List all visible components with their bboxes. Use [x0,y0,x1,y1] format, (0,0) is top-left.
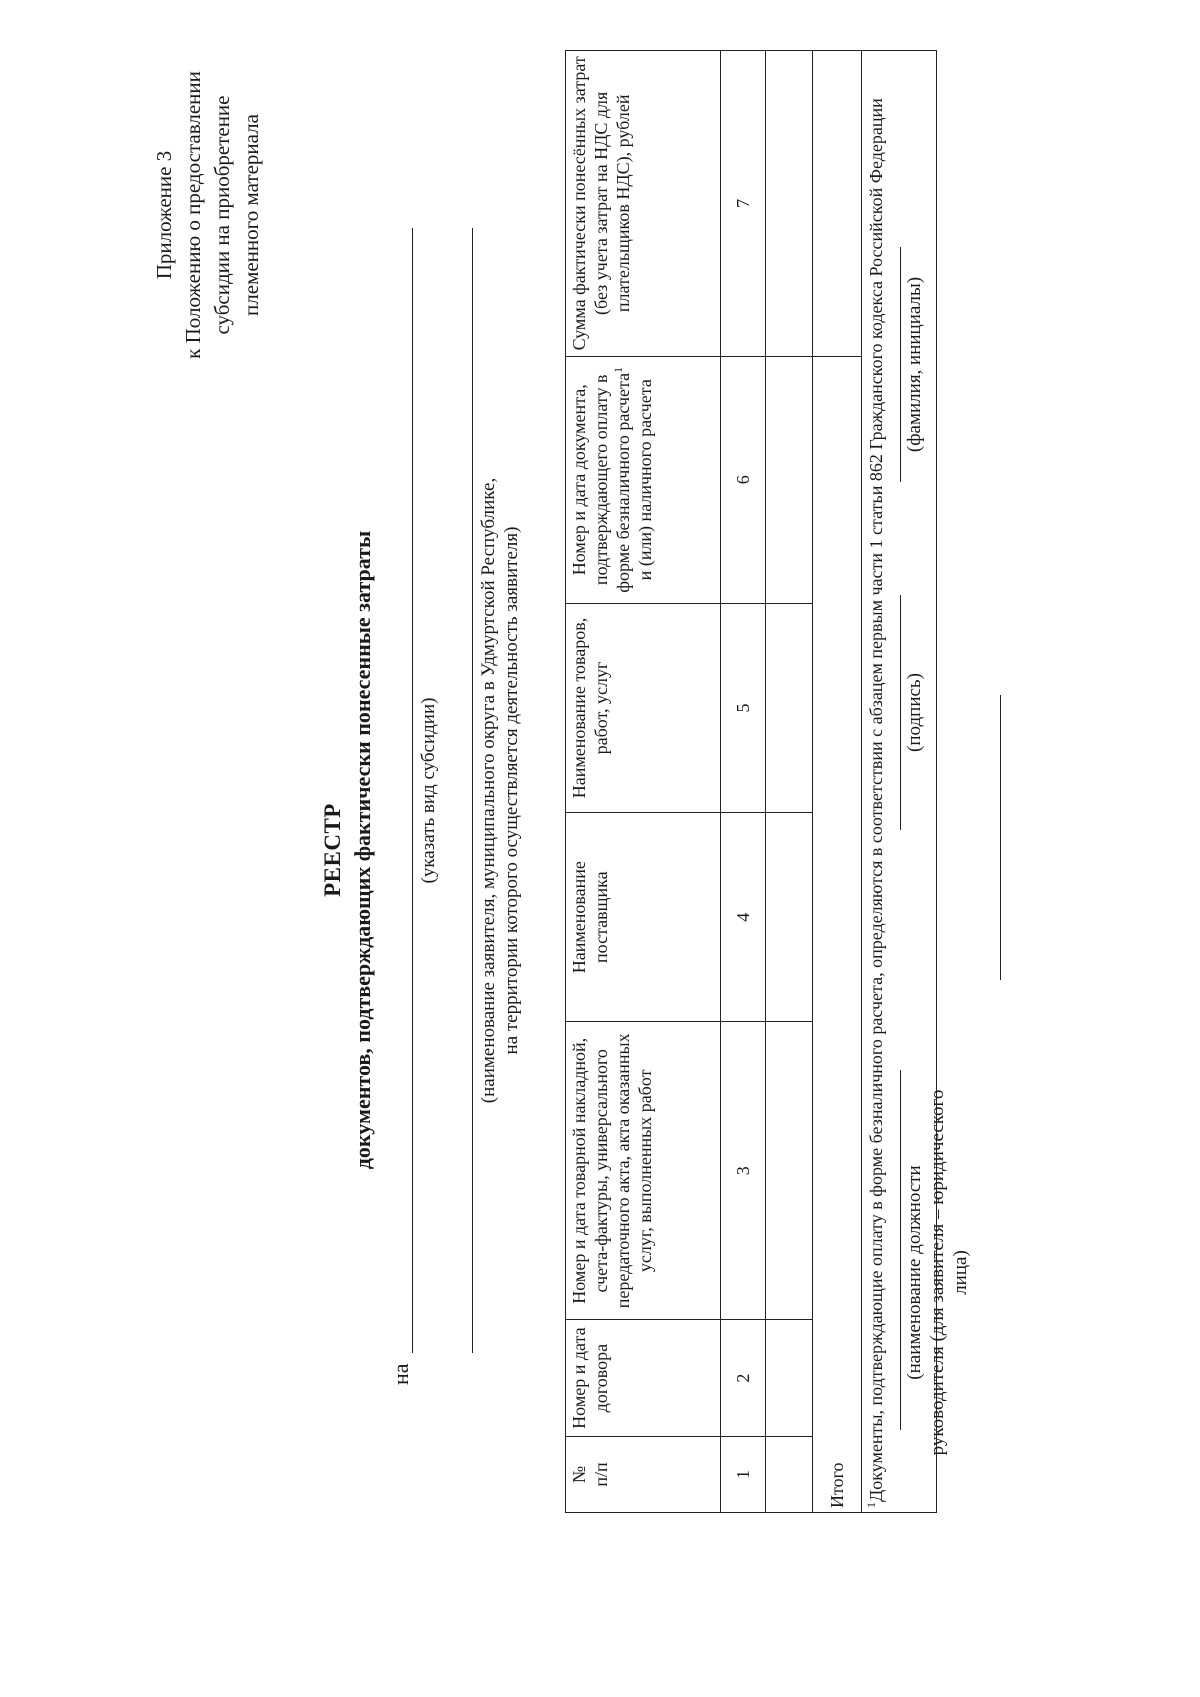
header-cell-goods: Наименование товаров, работ, услуг [566,603,721,812]
title-main: РЕЕСТР [320,803,345,897]
position-signature-field [900,1075,972,1470]
column-number: 1 [721,1436,766,1512]
table-cell[interactable] [766,1022,813,1320]
header-cell-supplier: Наименование поставщика [566,813,721,1022]
header-cell-contract: Номер и дата договора [566,1320,721,1437]
signature-hint: (подпись) [904,673,925,752]
column-number-row [721,51,766,1513]
footnote-mark: 1 [864,1502,878,1508]
total-amount-cell[interactable] [813,51,862,357]
column-number: 2 [721,1320,766,1437]
extra-signature-line[interactable] [1000,695,1001,980]
column-number: 3 [721,1022,766,1320]
name-hint: (фамилия, инициалы) [904,276,925,453]
header-cell-invoice: Номер и дата товарной накладной, счета-фактуры, универсального передаточного акта, акта оказанных услуг, выполненных работ [566,1022,721,1320]
column-number: 4 [721,813,766,1022]
header-cell-number: № п/п [566,1436,721,1512]
appendix-line: к Положению о предоставлении [181,71,205,359]
table-cell[interactable] [766,603,813,812]
total-label: Итого [813,356,862,1512]
signature-line[interactable] [900,595,901,830]
column-number: 5 [721,603,766,812]
table-cell[interactable] [766,356,813,603]
position-line[interactable] [900,1070,901,1430]
footnote-ref: 1 [611,366,625,373]
table-cell[interactable] [766,1436,813,1512]
appendix-number: Приложение 3 [152,150,176,280]
column-number: 6 [721,356,766,603]
document-page [0,50,1000,1650]
table-cell[interactable] [766,51,813,357]
total-row [813,51,862,1513]
header-cell-payment-doc: Номер и дата документа, подтверждающего оплату в форме безналичного расчета$^1$ и (или) наличного расчета [566,356,721,603]
applicant-hint-line: на территории которого осуществляется деятельность заявителя) [501,526,522,1055]
subsidy-type-line [412,228,413,1353]
position-hint: (наименование должности [904,1165,925,1380]
applicant-hint-line: (наименование заявителя, муниципального округа в Удмуртской Республике, [478,477,499,1104]
table-header-row [566,51,721,1513]
registry-table [565,50,937,1513]
table-row [766,51,813,1513]
applicant-name-line [472,228,473,1353]
name-field [900,247,926,482]
position-hint: руководителя (для заявителя – юридического лица) [927,1089,971,1456]
document-title [318,50,378,1650]
appendix-block [150,50,266,380]
subsidy-type-hint: (указать вид субсидии) [418,697,439,884]
name-line[interactable] [900,247,901,482]
footnote-text: Документы, подтверждающие оплату в форме безналичного расчета, определяются в соответствии с абзацем первым части 1 статьи 862 Гражданского кодекса Российской Федерации [866,98,886,1502]
column-number: 7 [721,51,766,357]
signature-field [900,595,926,830]
appendix-line: субсидии на приобретение [210,95,234,335]
table-cell[interactable] [766,813,813,1022]
header-cell-amount: Сумма фактически понесённых затрат (без учета затрат на НДС для плательщиков НДС), рублей [566,51,721,357]
title-sub: документов, подтверждающих фактически понесенные затраты [350,530,375,1170]
table-cell[interactable] [766,1320,813,1437]
appendix-line: племенного материала [239,114,263,316]
applicant-hint [477,228,523,1353]
na-label: на [388,1363,413,1385]
